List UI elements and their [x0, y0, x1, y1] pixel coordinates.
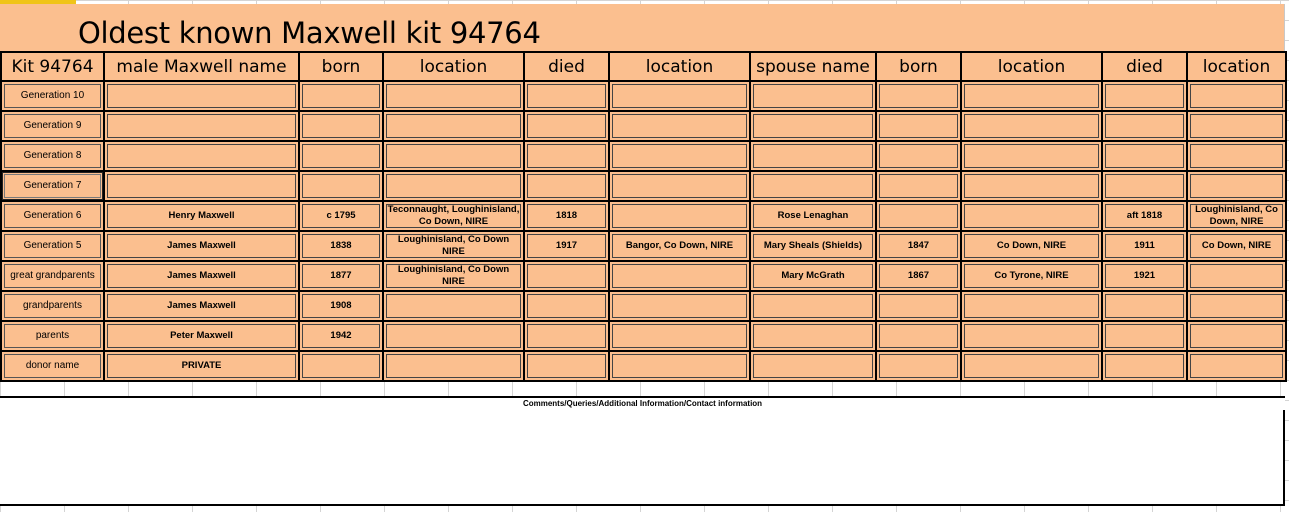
cell-value: [1190, 174, 1283, 198]
cell-value: 1942: [302, 324, 380, 348]
cell-death-location[interactable]: [609, 171, 750, 201]
cell-value: [612, 114, 747, 138]
cell-spouse-name[interactable]: [750, 201, 876, 231]
cell-value: [386, 294, 521, 318]
cell-location[interactable]: [383, 81, 524, 111]
cell-value: [1105, 174, 1184, 198]
cell-generation-label[interactable]: [1, 291, 104, 321]
cell-value: Generation 10: [4, 84, 101, 108]
header-born[interactable]: born: [299, 52, 383, 81]
cell-spouse-location[interactable]: [961, 261, 1102, 291]
header-kit[interactable]: Kit 94764: [1, 52, 104, 81]
cell-spouse-name[interactable]: [750, 141, 876, 171]
cell-value: Mary McGrath: [753, 264, 873, 288]
cell-born[interactable]: [299, 171, 383, 201]
cell-location[interactable]: [383, 291, 524, 321]
cell-male-name[interactable]: [104, 81, 299, 111]
cell-value: 1838: [302, 234, 380, 258]
cell-value: [1105, 144, 1184, 168]
cell-value: [753, 84, 873, 108]
cell-spouse-died[interactable]: [1102, 171, 1187, 201]
generations-table: [0, 51, 1287, 382]
cell-value: [527, 324, 606, 348]
cell-value: [1190, 264, 1283, 288]
cell-value: [753, 114, 873, 138]
cell-born[interactable]: [299, 231, 383, 261]
cell-death-location[interactable]: [609, 141, 750, 171]
cell-value: [1190, 294, 1283, 318]
cell-spouse-location[interactable]: [961, 171, 1102, 201]
comments-area[interactable]: [0, 410, 1285, 506]
cell-value: [879, 114, 958, 138]
cell-spouse-death-location[interactable]: [1187, 201, 1286, 231]
cell-value: [612, 324, 747, 348]
cell-spouse-death-location[interactable]: [1187, 81, 1286, 111]
cell-value: James Maxwell: [107, 294, 296, 318]
cell-value: [1105, 114, 1184, 138]
cell-value: 1877: [302, 264, 380, 288]
cell-location[interactable]: [383, 111, 524, 141]
cell-value: Mary Sheals (Shields): [753, 234, 873, 258]
cell-spouse-location[interactable]: [961, 321, 1102, 351]
cell-spouse-died[interactable]: [1102, 231, 1187, 261]
cell-spouse-location[interactable]: [961, 351, 1102, 381]
cell-value: [879, 144, 958, 168]
cell-value: [964, 294, 1099, 318]
cell-value: 1867: [879, 264, 958, 288]
header-spouse-location[interactable]: location: [961, 52, 1102, 81]
cell-spouse-died[interactable]: [1102, 141, 1187, 171]
cell-location[interactable]: [383, 201, 524, 231]
cell-location[interactable]: [383, 231, 524, 261]
cell-spouse-died[interactable]: [1102, 291, 1187, 321]
cell-death-location[interactable]: [609, 111, 750, 141]
cell-value: [302, 84, 380, 108]
cell-generation-label[interactable]: [1, 171, 104, 201]
cell-spouse-name[interactable]: [750, 111, 876, 141]
cell-value: [612, 144, 747, 168]
cell-died[interactable]: [524, 291, 609, 321]
cell-died[interactable]: [524, 141, 609, 171]
cell-value: [527, 144, 606, 168]
cell-value: 1908: [302, 294, 380, 318]
cell-generation-label[interactable]: [1, 141, 104, 171]
cell-spouse-death-location[interactable]: [1187, 141, 1286, 171]
cell-value: [302, 174, 380, 198]
cell-spouse-born[interactable]: [876, 291, 961, 321]
cell-value: [1105, 84, 1184, 108]
header-male-name[interactable]: male Maxwell name: [104, 52, 299, 81]
cell-value: Peter Maxwell: [107, 324, 296, 348]
cell-value: Loughinisland, Co Down NIRE: [386, 234, 521, 258]
cell-value: [107, 144, 296, 168]
cell-value: Generation 6: [4, 204, 101, 228]
cell-value: [527, 294, 606, 318]
header-spouse-name[interactable]: spouse name: [750, 52, 876, 81]
cell-died[interactable]: [524, 261, 609, 291]
cell-spouse-death-location[interactable]: [1187, 111, 1286, 141]
cell-spouse-name[interactable]: [750, 321, 876, 351]
cell-died[interactable]: [524, 201, 609, 231]
cell-value: c 1795: [302, 204, 380, 228]
cell-spouse-born[interactable]: [876, 201, 961, 231]
table-row: [1, 81, 1286, 111]
cell-born[interactable]: [299, 321, 383, 351]
cell-spouse-born[interactable]: [876, 351, 961, 381]
table-row: [1, 231, 1286, 261]
cell-value: [964, 84, 1099, 108]
cell-spouse-location[interactable]: [961, 201, 1102, 231]
cell-spouse-born[interactable]: [876, 141, 961, 171]
table-row: [1, 141, 1286, 171]
cell-value: [386, 114, 521, 138]
cell-value: Generation 5: [4, 234, 101, 258]
cell-value: [879, 204, 958, 228]
header-spouse-death-location[interactable]: location: [1187, 52, 1286, 81]
cell-value: [964, 144, 1099, 168]
cell-value: [386, 174, 521, 198]
cell-value: [302, 144, 380, 168]
cell-value: [753, 354, 873, 378]
cell-spouse-died[interactable]: [1102, 111, 1187, 141]
cell-spouse-name[interactable]: [750, 231, 876, 261]
cell-death-location[interactable]: [609, 261, 750, 291]
generations-body: [1, 81, 1286, 381]
cell-value: [964, 114, 1099, 138]
cell-born[interactable]: [299, 141, 383, 171]
cell-spouse-born[interactable]: [876, 231, 961, 261]
cell-value: [879, 294, 958, 318]
cell-spouse-died[interactable]: [1102, 81, 1187, 111]
cell-value: [1190, 324, 1283, 348]
cell-value: 1921: [1105, 264, 1184, 288]
cell-value: [879, 324, 958, 348]
cell-value: [107, 174, 296, 198]
cell-spouse-location[interactable]: [961, 231, 1102, 261]
cell-value: [612, 354, 747, 378]
cell-value: [964, 354, 1099, 378]
cell-spouse-death-location[interactable]: [1187, 291, 1286, 321]
header-row: [1, 52, 1286, 81]
cell-died[interactable]: [524, 321, 609, 351]
cell-value: [612, 264, 747, 288]
cell-spouse-death-location[interactable]: [1187, 321, 1286, 351]
cell-value: Generation 9: [4, 114, 101, 138]
cell-spouse-died[interactable]: [1102, 201, 1187, 231]
cell-spouse-died[interactable]: [1102, 321, 1187, 351]
cell-location[interactable]: [383, 261, 524, 291]
cell-value: 1818: [527, 204, 606, 228]
cell-spouse-born[interactable]: [876, 81, 961, 111]
cell-generation-label[interactable]: [1, 231, 104, 261]
cell-value: [527, 354, 606, 378]
cell-value: [964, 174, 1099, 198]
cell-spouse-death-location[interactable]: [1187, 261, 1286, 291]
cell-spouse-born[interactable]: [876, 171, 961, 201]
cell-value: Loughinisland, Co Down, NIRE: [1190, 204, 1283, 228]
cell-death-location[interactable]: [609, 351, 750, 381]
cell-spouse-location[interactable]: [961, 111, 1102, 141]
cell-male-name[interactable]: [104, 201, 299, 231]
cell-spouse-born[interactable]: [876, 111, 961, 141]
table-row: [1, 201, 1286, 231]
cell-male-name[interactable]: [104, 171, 299, 201]
cell-value: [527, 264, 606, 288]
cell-born[interactable]: [299, 261, 383, 291]
cell-value: [386, 324, 521, 348]
cell-male-name[interactable]: [104, 351, 299, 381]
cell-value: [302, 354, 380, 378]
cell-spouse-name[interactable]: [750, 81, 876, 111]
cell-value: PRIVATE: [107, 354, 296, 378]
cell-location[interactable]: [383, 351, 524, 381]
cell-value: Co Down, NIRE: [1190, 234, 1283, 258]
cell-value: parents: [4, 324, 101, 348]
cell-value: [527, 174, 606, 198]
cell-location[interactable]: [383, 171, 524, 201]
sheet-title: Oldest known Maxwell kit 94764: [78, 16, 541, 50]
cell-spouse-name[interactable]: [750, 351, 876, 381]
cell-spouse-born[interactable]: [876, 321, 961, 351]
cell-value: Bangor, Co Down, NIRE: [612, 234, 747, 258]
cell-value: [527, 84, 606, 108]
cell-spouse-death-location[interactable]: [1187, 351, 1286, 381]
cell-value: Rose Lenaghan: [753, 204, 873, 228]
cell-value: [879, 354, 958, 378]
cell-value: grandparents: [4, 294, 101, 318]
cell-value: [107, 114, 296, 138]
cell-spouse-location[interactable]: [961, 291, 1102, 321]
cell-value: [753, 324, 873, 348]
cell-born[interactable]: [299, 111, 383, 141]
cell-value: [879, 84, 958, 108]
cell-value: [386, 144, 521, 168]
cell-value: [964, 324, 1099, 348]
cell-value: Co Tyrone, NIRE: [964, 264, 1099, 288]
cell-value: [1105, 294, 1184, 318]
cell-value: [612, 84, 747, 108]
cell-value: Henry Maxwell: [107, 204, 296, 228]
cell-generation-label[interactable]: [1, 201, 104, 231]
cell-location[interactable]: [383, 321, 524, 351]
cell-value: [612, 294, 747, 318]
cell-value: [753, 174, 873, 198]
cell-value: [1190, 84, 1283, 108]
table-row: [1, 171, 1286, 201]
cell-value: [302, 114, 380, 138]
cell-spouse-name[interactable]: [750, 171, 876, 201]
table-row: [1, 321, 1286, 351]
cell-value: great grandparents: [4, 264, 101, 288]
table-row: [1, 351, 1286, 381]
cell-value: James Maxwell: [107, 264, 296, 288]
cell-born[interactable]: [299, 351, 383, 381]
cell-value: James Maxwell: [107, 234, 296, 258]
cell-value: aft 1818: [1105, 204, 1184, 228]
cell-value: 1917: [527, 234, 606, 258]
cell-value: [1190, 114, 1283, 138]
cell-spouse-died[interactable]: [1102, 351, 1187, 381]
cell-value: [964, 204, 1099, 228]
cell-spouse-death-location[interactable]: [1187, 231, 1286, 261]
cell-died[interactable]: [524, 231, 609, 261]
header-spouse-born[interactable]: born: [876, 52, 961, 81]
cell-value: [879, 174, 958, 198]
title-band[interactable]: [0, 4, 1285, 51]
cell-male-name[interactable]: [104, 111, 299, 141]
cell-value: Loughinisland, Co Down NIRE: [386, 264, 521, 288]
cell-died[interactable]: [524, 111, 609, 141]
cell-born[interactable]: [299, 201, 383, 231]
cell-spouse-death-location[interactable]: [1187, 171, 1286, 201]
cell-value: [386, 84, 521, 108]
cell-spouse-location[interactable]: [961, 141, 1102, 171]
cell-generation-label[interactable]: [1, 261, 104, 291]
table-row: [1, 111, 1286, 141]
cell-value: [1105, 324, 1184, 348]
cell-value: 1847: [879, 234, 958, 258]
cell-value: [753, 294, 873, 318]
cell-male-name[interactable]: [104, 291, 299, 321]
cell-value: [612, 204, 747, 228]
cell-value: [612, 174, 747, 198]
cell-born[interactable]: [299, 291, 383, 321]
header-death-location[interactable]: location: [609, 52, 750, 81]
cell-value: [527, 114, 606, 138]
comments-label[interactable]: Comments/Queries/Additional Information/Contact information: [0, 396, 1285, 412]
cell-value: [1190, 144, 1283, 168]
cell-spouse-died[interactable]: [1102, 261, 1187, 291]
header-died[interactable]: died: [524, 52, 609, 81]
cell-value: Teconnaught, Loughinisland, Co Down, NIRE: [387, 204, 520, 227]
cell-generation-label[interactable]: [1, 351, 104, 381]
cell-value: Generation 8: [4, 144, 101, 168]
cell-spouse-location[interactable]: [961, 81, 1102, 111]
cell-spouse-born[interactable]: [876, 261, 961, 291]
cell-value: [386, 354, 521, 378]
cell-male-name[interactable]: [104, 261, 299, 291]
cell-death-location[interactable]: [609, 201, 750, 231]
cell-death-location[interactable]: [609, 81, 750, 111]
cell-value: donor name: [4, 354, 101, 378]
cell-value: Co Down, NIRE: [964, 234, 1099, 258]
header-location[interactable]: location: [383, 52, 524, 81]
table-row: [1, 291, 1286, 321]
cell-male-name[interactable]: [104, 141, 299, 171]
cell-value: 1911: [1105, 234, 1184, 258]
cell-value: Generation 7: [4, 174, 101, 198]
header-spouse-died[interactable]: died: [1102, 52, 1187, 81]
cell-value: [1190, 354, 1283, 378]
cell-died[interactable]: [524, 81, 609, 111]
cell-male-name[interactable]: [104, 321, 299, 351]
cell-death-location[interactable]: [609, 321, 750, 351]
cell-generation-label[interactable]: [1, 81, 104, 111]
cell-value: [753, 144, 873, 168]
cell-death-location[interactable]: [609, 231, 750, 261]
cell-generation-label[interactable]: [1, 321, 104, 351]
cell-death-location[interactable]: [609, 291, 750, 321]
cell-spouse-name[interactable]: [750, 261, 876, 291]
cell-location[interactable]: [383, 141, 524, 171]
cell-born[interactable]: [299, 81, 383, 111]
cell-died[interactable]: [524, 351, 609, 381]
cell-value: [107, 84, 296, 108]
cell-male-name[interactable]: [104, 231, 299, 261]
cell-value: [1105, 354, 1184, 378]
cell-spouse-name[interactable]: [750, 291, 876, 321]
table-row: [1, 261, 1286, 291]
cell-generation-label[interactable]: [1, 111, 104, 141]
cell-died[interactable]: [524, 171, 609, 201]
